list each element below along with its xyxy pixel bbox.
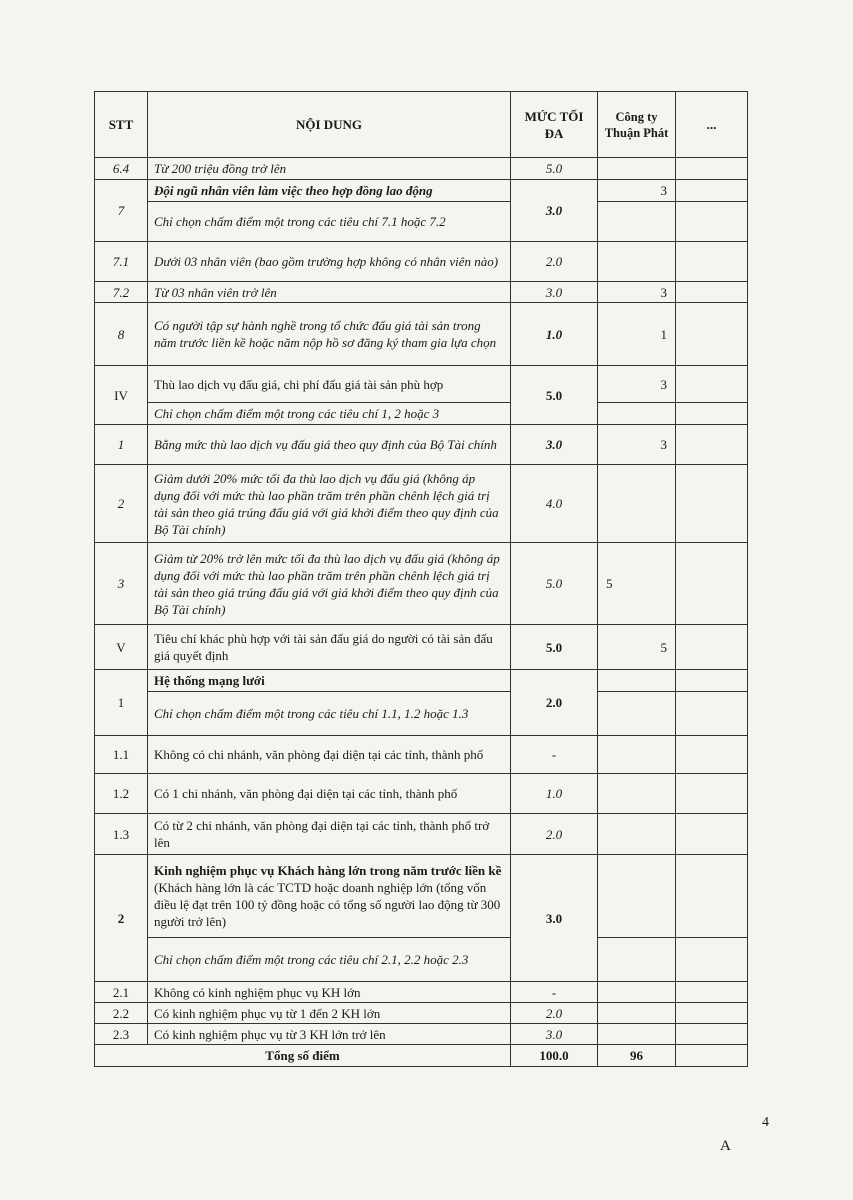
row-stt: 2 (95, 465, 148, 543)
total-max: 100.0 (511, 1045, 598, 1067)
table-row (95, 543, 748, 625)
row-score: 5 (598, 625, 676, 670)
row-content: Tiêu chí khác phù hợp với tài sản đấu giá do người có tài sản đấu giá quyết định (148, 625, 511, 670)
row-extra (676, 366, 748, 403)
row-content: Giảm từ 20% trở lên mức tối đa thù lao dịch vụ đấu giá (không áp dụng đối với mức thù lao phần trăm trên phần chênh lệch giá trị tài sản theo giá trúng đấu giá với giá khởi điểm theo quy định của Bộ Tài chính) (148, 543, 511, 625)
row-extra (676, 1024, 748, 1045)
row-score (598, 1024, 676, 1045)
table-row (95, 465, 748, 543)
row-extra (676, 403, 748, 425)
row-max: 2.0 (511, 1003, 598, 1024)
row-score (598, 465, 676, 543)
row-score (598, 242, 676, 282)
row-extra (676, 982, 748, 1003)
header-cong-ty: Công ty Thuận Phát (598, 92, 676, 158)
table-row (95, 736, 748, 774)
row-extra (676, 855, 748, 938)
row-max: 5.0 (511, 543, 598, 625)
row-score: 3 (598, 282, 676, 303)
row-content: Từ 200 triệu đồng trở lên (148, 158, 511, 180)
row-max: - (511, 736, 598, 774)
row-content: Thù lao dịch vụ đấu giá, chi phí đấu giá tài sản phù hợp (148, 366, 511, 403)
table-row (95, 366, 748, 403)
row-content: Có kinh nghiệm phục vụ từ 1 đến 2 KH lớn (148, 1003, 511, 1024)
row-extra (676, 543, 748, 625)
row-score: 1 (598, 303, 676, 366)
row-score (598, 403, 676, 425)
row-score (598, 202, 676, 242)
row-extra (676, 625, 748, 670)
row-extra (676, 736, 748, 774)
row-extra (676, 282, 748, 303)
row-content: Giảm dưới 20% mức tối đa thù lao dịch vụ đấu giá (không áp dụng đối với mức thù lao phần trăm trên phần chênh lệch giá trị tài sản theo giá trúng đấu giá với giá khởi điểm theo quy định của Bộ Tài chính) (148, 465, 511, 543)
table-row (95, 158, 748, 180)
row-extra (676, 938, 748, 982)
header-muc-toi-da: MỨC TỐI ĐA (511, 92, 598, 158)
row-score (598, 982, 676, 1003)
table-row (95, 774, 748, 814)
row-score (598, 814, 676, 855)
table-row (95, 180, 748, 202)
table-row (95, 282, 748, 303)
row-score (598, 692, 676, 736)
row-stt: IV (95, 366, 148, 425)
row-stt: 2.1 (95, 982, 148, 1003)
row-score: 5 (598, 543, 676, 625)
row-stt: 1 (95, 425, 148, 465)
row-stt: V (95, 625, 148, 670)
row-sub-content: Chỉ chọn chấm điểm một trong các tiêu chí 1.1, 1.2 hoặc 1.3 (148, 692, 511, 736)
row-max: 4.0 (511, 465, 598, 543)
row-max: 3.0 (511, 1024, 598, 1045)
total-extra (676, 1045, 748, 1067)
row-stt: 1.1 (95, 736, 148, 774)
row-max: 3.0 (511, 180, 598, 242)
row-stt: 1.3 (95, 814, 148, 855)
table-row (95, 303, 748, 366)
row-score (598, 774, 676, 814)
row-content: Có kinh nghiệm phục vụ từ 3 KH lớn trở lên (148, 1024, 511, 1045)
page-mark: A (720, 1138, 731, 1154)
table-header-row (95, 92, 748, 158)
row-max: 2.0 (511, 670, 598, 736)
table-row (95, 242, 748, 282)
row-score (598, 736, 676, 774)
row-score (598, 938, 676, 982)
table-row (95, 1003, 748, 1024)
row-stt: 6.4 (95, 158, 148, 180)
header-extra: ... (676, 92, 748, 158)
scoring-table (94, 91, 748, 1067)
row-extra (676, 1003, 748, 1024)
row-content: Đội ngũ nhân viên làm việc theo hợp đồng lao động (148, 180, 511, 202)
row-stt: 1 (95, 670, 148, 736)
row-extra (676, 670, 748, 692)
total-score: 96 (598, 1045, 676, 1067)
row-sub-content: Chỉ chọn chấm điểm một trong các tiêu chí 2.1, 2.2 hoặc 2.3 (148, 938, 511, 982)
row-extra (676, 774, 748, 814)
row-content: Không có kinh nghiệm phục vụ KH lớn (148, 982, 511, 1003)
table-row-sub (95, 403, 748, 425)
row-content: Từ 03 nhân viên trở lên (148, 282, 511, 303)
row-stt: 7.1 (95, 242, 148, 282)
table-row (95, 425, 748, 465)
table-row-sub (95, 692, 748, 736)
row-extra (676, 814, 748, 855)
header-stt: STT (95, 92, 148, 158)
row-content: Có từ 2 chi nhánh, văn phòng đại diện tại các tỉnh, thành phố trở lên (148, 814, 511, 855)
page-number: 4 (762, 1115, 769, 1130)
row-content-bold: Kinh nghiệm phục vụ Khách hàng lớn trong năm trước liền kề (154, 863, 502, 878)
total-label: Tổng số điểm (95, 1045, 511, 1067)
row-score (598, 1003, 676, 1024)
row-stt: 7 (95, 180, 148, 242)
row-max: 5.0 (511, 625, 598, 670)
table-row (95, 670, 748, 692)
row-max: 5.0 (511, 366, 598, 425)
row-max: 2.0 (511, 814, 598, 855)
table-row (95, 625, 748, 670)
row-extra (676, 465, 748, 543)
table-row-sub (95, 202, 748, 242)
row-score: 3 (598, 180, 676, 202)
row-max: 2.0 (511, 242, 598, 282)
row-max: 5.0 (511, 158, 598, 180)
row-extra (676, 303, 748, 366)
table-row (95, 1024, 748, 1045)
row-score: 3 (598, 425, 676, 465)
row-max: 1.0 (511, 774, 598, 814)
row-extra (676, 425, 748, 465)
row-content-rest: (Khách hàng lớn là các TCTD hoặc doanh nghiệp lớn (tổng vốn điều lệ đạt trên 100 tỷ đồng hoặc có tổng số người lao động từ 300 người trở lên) (154, 880, 501, 929)
row-score: 3 (598, 366, 676, 403)
row-content (148, 855, 511, 938)
row-max: 3.0 (511, 855, 598, 982)
row-extra (676, 202, 748, 242)
header-noi-dung: NỘI DUNG (148, 92, 511, 158)
row-max: 1.0 (511, 303, 598, 366)
row-extra (676, 242, 748, 282)
row-score (598, 670, 676, 692)
row-extra (676, 158, 748, 180)
row-content: Dưới 03 nhân viên (bao gồm trường hợp không có nhân viên nào) (148, 242, 511, 282)
row-max: 3.0 (511, 425, 598, 465)
row-sub-content: Chỉ chọn chấm điểm một trong các tiêu chí 7.1 hoặc 7.2 (148, 202, 511, 242)
table-row (95, 814, 748, 855)
row-content: Hệ thống mạng lưới (148, 670, 511, 692)
row-content: Không có chi nhánh, văn phòng đại diện tại các tỉnh, thành phố (148, 736, 511, 774)
table-row-sub (95, 938, 748, 982)
row-max: 3.0 (511, 282, 598, 303)
row-content: Bằng mức thù lao dịch vụ đấu giá theo quy định của Bộ Tài chính (148, 425, 511, 465)
row-stt: 8 (95, 303, 148, 366)
table-row (95, 855, 748, 938)
row-content: Có 1 chi nhánh, văn phòng đại diện tại các tỉnh, thành phố (148, 774, 511, 814)
table-row (95, 982, 748, 1003)
row-max: - (511, 982, 598, 1003)
row-score (598, 855, 676, 938)
row-stt: 2.3 (95, 1024, 148, 1045)
row-extra (676, 180, 748, 202)
row-extra (676, 692, 748, 736)
row-stt: 2 (95, 855, 148, 982)
row-stt: 2.2 (95, 1003, 148, 1024)
row-stt: 1.2 (95, 774, 148, 814)
row-sub-content: Chỉ chọn chấm điểm một trong các tiêu chí 1, 2 hoặc 3 (148, 403, 511, 425)
row-content: Có người tập sự hành nghề trong tổ chức đấu giá tài sản trong năm trước liền kề hoặc năm nộp hồ sơ đăng ký tham gia lựa chọn (148, 303, 511, 366)
total-row (95, 1045, 748, 1067)
row-stt: 7.2 (95, 282, 148, 303)
row-score (598, 158, 676, 180)
row-stt: 3 (95, 543, 148, 625)
